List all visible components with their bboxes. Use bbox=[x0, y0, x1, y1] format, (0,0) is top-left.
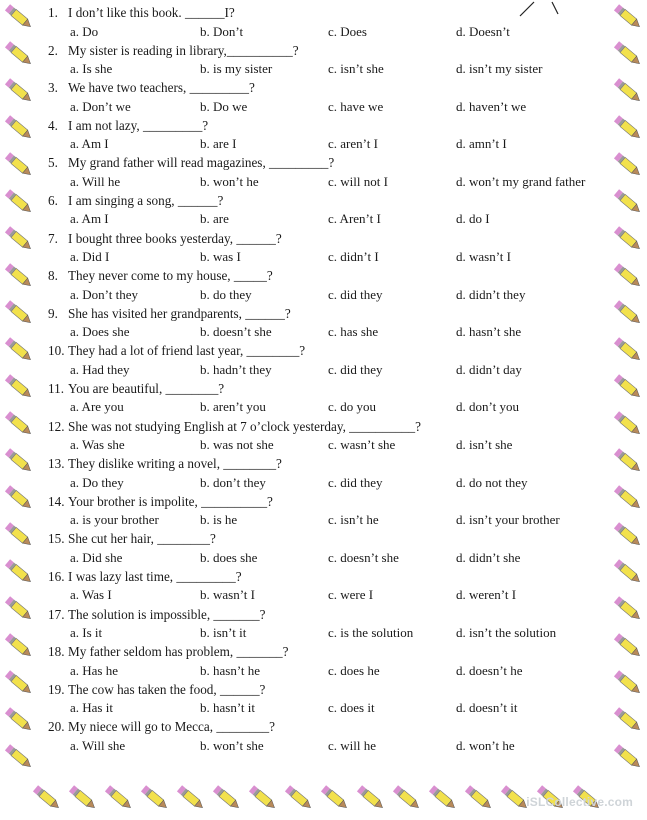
question-number: 6. bbox=[48, 192, 58, 208]
option-row bbox=[48, 323, 608, 340]
pencil-icon bbox=[611, 555, 645, 594]
pencil-icon bbox=[611, 148, 645, 187]
pencil-icon bbox=[611, 111, 645, 150]
question-line bbox=[48, 568, 242, 585]
pencil-icon bbox=[2, 333, 36, 372]
pencil-icon bbox=[246, 781, 280, 820]
question-item bbox=[48, 455, 608, 493]
option-d[interactable]: d. didn’t she bbox=[456, 549, 521, 565]
pencil-icon bbox=[611, 0, 645, 39]
pencil-icon bbox=[2, 37, 36, 76]
option-a[interactable]: a. Is it bbox=[70, 625, 103, 640]
pencil-icon bbox=[174, 781, 208, 820]
pencil-icon bbox=[611, 444, 645, 483]
option-a[interactable]: a. Am I bbox=[70, 136, 109, 152]
pencil-icon bbox=[611, 481, 645, 520]
option-c[interactable]: c. will not I bbox=[328, 173, 388, 189]
question-line bbox=[48, 154, 334, 171]
pencil-icon bbox=[66, 781, 100, 820]
question-text: I am not lazy, _________? bbox=[68, 117, 209, 133]
option-row bbox=[48, 248, 608, 265]
question-number: 18. bbox=[48, 644, 65, 660]
option-d[interactable]: d. didn’t they bbox=[456, 286, 526, 302]
pencil-icon bbox=[2, 185, 36, 224]
question-item bbox=[48, 305, 608, 343]
option-b[interactable]: b. is he bbox=[200, 512, 238, 528]
option-a[interactable]: a. Has it bbox=[70, 700, 113, 716]
question-number: 11. bbox=[48, 380, 64, 396]
pencil-icon bbox=[30, 781, 64, 820]
question-line bbox=[48, 192, 223, 209]
option-d[interactable]: d. do I bbox=[456, 211, 490, 227]
question-number: 4. bbox=[48, 117, 58, 133]
question-item bbox=[48, 718, 608, 756]
option-b[interactable]: b. won’t he bbox=[200, 173, 259, 189]
option-a[interactable]: a. Is she bbox=[70, 61, 113, 77]
question-text: Your brother is impolite, __________? bbox=[68, 493, 273, 509]
option-c[interactable]: c. did they bbox=[328, 361, 383, 377]
option-a[interactable]: a. Don’t they bbox=[70, 286, 138, 302]
option-c[interactable]: c. wasn’t she bbox=[328, 437, 396, 453]
option-d[interactable]: d. haven’t we bbox=[456, 98, 527, 114]
question-number: 20. bbox=[48, 719, 65, 735]
question-number: 8. bbox=[48, 268, 58, 284]
question-item bbox=[48, 681, 608, 719]
option-row bbox=[48, 511, 608, 528]
option-b[interactable]: b. was not she bbox=[200, 437, 274, 453]
question-text: They never come to my house, _____? bbox=[68, 268, 273, 284]
pencil-icon bbox=[2, 111, 36, 150]
question-item bbox=[48, 154, 608, 192]
question-item bbox=[48, 42, 608, 80]
option-d[interactable]: d. amn’t I bbox=[456, 136, 507, 152]
option-row bbox=[48, 586, 608, 603]
pencil-icon bbox=[2, 222, 36, 261]
option-d[interactable]: d. won’t he bbox=[456, 737, 515, 753]
pencil-icon bbox=[2, 740, 36, 779]
question-item bbox=[48, 267, 608, 305]
option-d[interactable]: d. do not they bbox=[456, 474, 528, 490]
question-number: 12. bbox=[48, 418, 65, 434]
pencil-icon bbox=[2, 296, 36, 335]
option-row bbox=[48, 662, 608, 679]
question-text: She has visited her grandparents, ______? bbox=[68, 305, 291, 321]
pencil-icon bbox=[210, 781, 244, 820]
question-item bbox=[48, 4, 608, 42]
option-a[interactable]: a. Did I bbox=[70, 249, 110, 265]
option-c[interactable]: c. were I bbox=[328, 587, 374, 603]
question-item bbox=[48, 418, 608, 456]
pencil-icon bbox=[390, 781, 424, 820]
option-a[interactable]: a. Will he bbox=[70, 173, 121, 189]
question-number: 14. bbox=[48, 493, 65, 509]
option-c[interactable]: c. aren’t I bbox=[328, 136, 378, 152]
option-b[interactable]: b. isn’t it bbox=[200, 625, 247, 640]
option-row bbox=[48, 23, 608, 40]
question-number: 19. bbox=[48, 681, 65, 697]
option-c[interactable]: c. did they bbox=[328, 474, 383, 490]
option-row bbox=[48, 549, 608, 566]
question-line bbox=[48, 4, 235, 21]
question-item bbox=[48, 530, 608, 568]
pencil-icon bbox=[2, 555, 36, 594]
pencil-icon bbox=[2, 74, 36, 113]
option-a[interactable]: a. Does she bbox=[70, 324, 130, 340]
option-row bbox=[48, 361, 608, 378]
option-b[interactable]: b. doesn’t she bbox=[200, 324, 272, 340]
question-number: 10. bbox=[48, 343, 65, 359]
option-a[interactable]: a. Don’t we bbox=[70, 98, 131, 114]
question-line bbox=[48, 267, 273, 284]
question-item bbox=[48, 643, 608, 681]
question-item bbox=[48, 342, 608, 380]
option-a[interactable]: a. Will she bbox=[70, 737, 126, 753]
question-text: I am singing a song, ______? bbox=[68, 192, 224, 208]
pencil-icon bbox=[611, 407, 645, 446]
option-b[interactable]: b. Don’t bbox=[200, 23, 244, 39]
option-c[interactable]: c. Aren’t I bbox=[328, 211, 381, 227]
option-c[interactable]: c. doesn’t she bbox=[328, 549, 399, 565]
pencil-icon bbox=[354, 781, 388, 820]
option-row bbox=[48, 474, 608, 491]
option-a[interactable]: a. Was I bbox=[70, 587, 112, 603]
option-d[interactable]: d. Doesn’t bbox=[456, 23, 510, 39]
option-b[interactable]: b. don’t they bbox=[200, 474, 266, 490]
pencil-icon bbox=[2, 592, 36, 631]
question-number: 17. bbox=[48, 606, 65, 622]
option-b[interactable]: b. hasn’t he bbox=[200, 662, 261, 678]
question-text: I don’t like this book. ______I? bbox=[68, 5, 235, 20]
pencil-icon bbox=[2, 629, 36, 668]
question-text: My grand father will read magazines, _________? bbox=[68, 155, 335, 171]
question-text: They had a lot of friend last year, ________? bbox=[68, 343, 306, 359]
pencil-icon bbox=[102, 781, 136, 820]
option-a[interactable]: a. Had they bbox=[70, 361, 130, 377]
pencil-icon bbox=[611, 333, 645, 372]
pencil-icon bbox=[611, 629, 645, 668]
option-c[interactable]: c. has she bbox=[328, 324, 379, 340]
option-a[interactable]: a. Am I bbox=[70, 211, 109, 227]
option-row bbox=[48, 60, 608, 77]
question-line bbox=[48, 230, 282, 247]
option-b[interactable]: b. does she bbox=[200, 549, 258, 565]
option-c[interactable]: c. isn’t he bbox=[328, 512, 379, 528]
option-d[interactable]: d. isn’t she bbox=[456, 437, 513, 453]
option-b[interactable]: b. is my sister bbox=[200, 61, 273, 77]
option-row bbox=[48, 286, 608, 303]
question-item bbox=[48, 192, 608, 230]
question-text: My father seldom has problem, _______? bbox=[68, 644, 289, 660]
option-b[interactable]: b. hadn’t they bbox=[200, 361, 272, 377]
question-line bbox=[48, 681, 265, 698]
option-c[interactable]: c. will he bbox=[328, 737, 377, 753]
option-row bbox=[48, 173, 608, 190]
pencil-icon bbox=[611, 370, 645, 409]
pencil-icon bbox=[611, 740, 645, 779]
option-d[interactable]: d. wasn’t I bbox=[456, 249, 512, 265]
pencil-icon bbox=[2, 148, 36, 187]
pencil-icon bbox=[462, 781, 496, 820]
option-d[interactable]: d. isn’t your brother bbox=[456, 512, 560, 528]
pencil-icon bbox=[2, 703, 36, 742]
option-b[interactable]: b. hasn’t it bbox=[200, 700, 256, 716]
pencil-icon bbox=[2, 370, 36, 409]
question-number: 9. bbox=[48, 305, 58, 321]
option-b[interactable]: b. do they bbox=[200, 286, 252, 302]
question-number: 1. bbox=[48, 5, 58, 20]
pencil-border-left bbox=[0, 0, 38, 817]
question-line bbox=[48, 79, 255, 96]
question-text: We have two teachers, _________? bbox=[68, 80, 255, 96]
question-line bbox=[48, 455, 282, 472]
question-number: 2. bbox=[48, 42, 58, 58]
question-line bbox=[48, 493, 273, 510]
question-text: The cow has taken the food, ______? bbox=[68, 681, 266, 697]
question-line bbox=[48, 418, 421, 435]
question-line bbox=[48, 606, 265, 623]
question-line bbox=[48, 530, 216, 547]
pencil-icon bbox=[426, 781, 460, 820]
question-line bbox=[48, 305, 291, 322]
question-list bbox=[48, 4, 608, 756]
question-text: You are beautiful, ________? bbox=[68, 380, 225, 396]
question-text: My sister is reading in library,__________? bbox=[68, 42, 299, 58]
option-d[interactable]: d. weren’t I bbox=[456, 587, 517, 603]
pencil-icon bbox=[282, 781, 316, 820]
question-line bbox=[48, 42, 299, 59]
option-row bbox=[48, 699, 608, 716]
question-number: 16. bbox=[48, 568, 65, 584]
option-b[interactable]: b. Do we bbox=[200, 98, 248, 114]
question-item bbox=[48, 230, 608, 268]
pencil-icon bbox=[611, 666, 645, 705]
pencil-icon bbox=[138, 781, 172, 820]
question-line bbox=[48, 380, 224, 397]
option-c[interactable]: c. did they bbox=[328, 286, 383, 302]
pencil-icon bbox=[611, 74, 645, 113]
question-item bbox=[48, 117, 608, 155]
pencil-icon bbox=[611, 518, 645, 557]
option-d[interactable]: d. won’t my grand father bbox=[456, 173, 586, 189]
option-row bbox=[48, 398, 608, 415]
option-d[interactable]: d. hasn’t she bbox=[456, 324, 522, 340]
option-d[interactable]: d. doesn’t he bbox=[456, 662, 523, 678]
option-b[interactable]: b. aren’t you bbox=[200, 399, 266, 415]
question-item bbox=[48, 79, 608, 117]
pencil-icon bbox=[2, 0, 36, 39]
option-a[interactable]: a. Has he bbox=[70, 662, 119, 678]
pencil-icon bbox=[611, 296, 645, 335]
option-d[interactable]: d. don’t you bbox=[456, 399, 519, 415]
option-row bbox=[48, 436, 608, 453]
question-text: I was lazy last time, _________? bbox=[68, 568, 242, 584]
option-c[interactable]: c. is the solution bbox=[328, 625, 414, 640]
watermark-text: iSLCollective.com bbox=[526, 795, 633, 809]
option-c[interactable]: c. Does bbox=[328, 23, 367, 39]
option-a[interactable]: a. Did she bbox=[70, 549, 123, 565]
option-d[interactable]: d. doesn’t it bbox=[456, 700, 518, 716]
option-b[interactable]: b. are I bbox=[200, 136, 237, 152]
option-c[interactable]: c. didn’t I bbox=[328, 249, 379, 265]
pencil-border-right bbox=[607, 0, 647, 817]
question-line bbox=[48, 342, 305, 359]
option-b[interactable]: b. wasn’t I bbox=[200, 587, 256, 603]
option-d[interactable]: d. isn’t the solution bbox=[456, 625, 557, 640]
option-row bbox=[48, 135, 608, 152]
option-b[interactable]: b. won’t she bbox=[200, 737, 264, 753]
option-row bbox=[48, 624, 608, 641]
question-item bbox=[48, 493, 608, 531]
question-text: They dislike writing a novel, ________? bbox=[68, 456, 282, 472]
option-a[interactable]: a. Are you bbox=[70, 399, 124, 415]
option-d[interactable]: d. didn’t day bbox=[456, 361, 522, 377]
question-text: The solution is impossible, _______? bbox=[68, 606, 266, 622]
pencil-icon bbox=[318, 781, 352, 820]
pencil-icon bbox=[611, 185, 645, 224]
pencil-icon bbox=[2, 407, 36, 446]
option-b[interactable]: b. was I bbox=[200, 249, 241, 265]
pencil-icon bbox=[611, 222, 645, 261]
option-a[interactable]: a. Do they bbox=[70, 474, 124, 490]
pencil-icon bbox=[2, 666, 36, 705]
option-row bbox=[48, 210, 608, 227]
question-text: She was not studying English at 7 o’clock yesterday, __________? bbox=[68, 418, 421, 434]
question-number: 13. bbox=[48, 456, 65, 472]
pencil-icon bbox=[611, 592, 645, 631]
pencil-icon bbox=[611, 703, 645, 742]
question-text: I bought three books yesterday, ______? bbox=[68, 230, 282, 246]
question-line bbox=[48, 718, 275, 735]
pencil-icon bbox=[611, 37, 645, 76]
question-text: She cut her hair, ________? bbox=[68, 531, 216, 547]
option-c[interactable]: c. do you bbox=[328, 399, 377, 415]
option-row bbox=[48, 98, 608, 115]
pencil-icon bbox=[2, 444, 36, 483]
option-c[interactable]: c. have we bbox=[328, 98, 384, 114]
pencil-icon bbox=[2, 518, 36, 557]
option-b[interactable]: b. are bbox=[200, 211, 229, 227]
option-c[interactable]: c. isn’t she bbox=[328, 61, 384, 77]
question-number: 15. bbox=[48, 531, 65, 547]
option-c[interactable]: c. does he bbox=[328, 662, 380, 678]
option-a[interactable]: a. Do bbox=[70, 23, 99, 39]
pencil-icon bbox=[2, 481, 36, 520]
option-row bbox=[48, 737, 608, 754]
question-item bbox=[48, 380, 608, 418]
question-number: 3. bbox=[48, 80, 58, 96]
option-a[interactable]: a. is your brother bbox=[70, 512, 159, 528]
question-item bbox=[48, 568, 608, 606]
question-line bbox=[48, 643, 288, 660]
question-line bbox=[48, 117, 208, 134]
question-item bbox=[48, 606, 608, 644]
question-text: My niece will go to Mecca, ________? bbox=[68, 719, 275, 735]
pencil-icon bbox=[611, 259, 645, 298]
option-d[interactable]: d. isn’t my sister bbox=[456, 61, 543, 77]
option-a[interactable]: a. Was she bbox=[70, 437, 125, 453]
pencil-icon bbox=[2, 259, 36, 298]
option-c[interactable]: c. does it bbox=[328, 700, 375, 716]
question-number: 7. bbox=[48, 230, 58, 246]
question-number: 5. bbox=[48, 155, 58, 171]
